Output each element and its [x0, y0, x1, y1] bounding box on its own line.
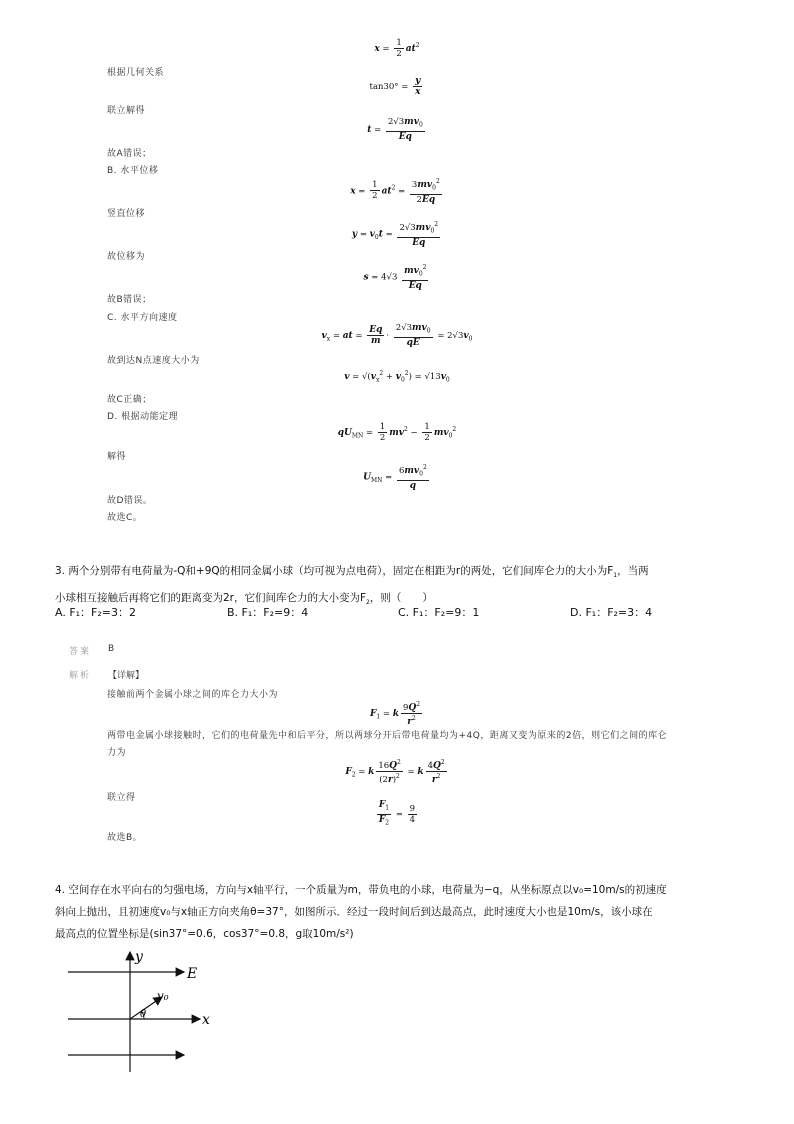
question-text-line1: 空间存在水平向右的匀强电场，方向与x轴平行，一个质量为m，带负电的小球，电荷量为−q，从坐标原点以v₀=10m/s的初速度 [68, 884, 667, 896]
question-text: ，当两 [617, 565, 649, 577]
analysis-line: 接触前两个金属小球之间的库仑力大小为 [107, 690, 279, 700]
solution-line: 联立解得 [107, 106, 146, 116]
solution-line: 根据几何关系 [107, 68, 165, 78]
equation: $F_2 = k$ $\frac{16Q^2}{(2r)^2}$ = k $\frac{4Q^2}{r^2}$ [345, 759, 445, 785]
question-number: 4. [55, 884, 66, 896]
analysis-label: 解析 [69, 671, 92, 681]
v0-label: v₀ [157, 989, 169, 1003]
electric-field-diagram [50, 948, 230, 1078]
equation: $y = v_0t$ = $\frac{2√3mv_0^2}{Eq}$ [351, 221, 439, 248]
question-3: 3. 两个分别带有电荷量为-Q和+9Q的相同金属小球（均可视为点电荷），固定在相距为r的两处，它们间库仑力的大小为$F_1$，当两 小球相互接触后再将它们的距离变为2r，它们间库仑力的大小变为$F_2$，则（ ） [55, 565, 649, 607]
solution-line: 故D错误。 [107, 496, 153, 506]
solution-line: 故到达N点速度大小为 [107, 356, 200, 366]
question-text-line2: 小球相互接触后再将它们的距离变为2r，它们间库仑力的大小变为F [55, 592, 367, 605]
equation: $qU_{MN}$ = $\frac{1}{2}$ $mv^2$ − $\frac{1}{2}$ $mv_0^2$ [337, 422, 457, 443]
question-number: 3. [55, 565, 66, 577]
solution-line: D. 根据动能定理 [107, 412, 179, 422]
solution-line: 故A错误； [107, 149, 152, 159]
theta-label: θ [140, 1009, 147, 1020]
option-a[interactable]: A. F₁：F₂=3：2 [55, 606, 137, 619]
solution-line: 故B错误； [107, 295, 152, 305]
solution-line: 竖直位移 [107, 209, 146, 219]
x-label: x [202, 1012, 210, 1028]
equation: t = $\frac{2√3mv_0}{Eq}$ [367, 117, 423, 142]
analysis-line: 力为 [107, 748, 127, 758]
equation: $v = √(v_x^2 + v_0^2) = √13v_0$ [344, 370, 450, 384]
y-label: y [135, 949, 143, 965]
solution-line: 故选C。 [107, 513, 143, 523]
equation: x = $\frac{1}{2}$ $at^2$ [374, 38, 420, 59]
analysis-line: 故选B。 [107, 833, 143, 843]
solution-line: B. 水平位移 [107, 166, 159, 176]
question-4 [55, 879, 755, 945]
question-text-line3: 最高点的位置坐标是(sin37°=0.6，cos37°=0.8，g取10m/s²) [55, 928, 354, 940]
solution-line: 解得 [107, 452, 127, 462]
option-c[interactable]: C. F₁：F₂=9：1 [398, 606, 480, 619]
question-text-line2: 斜向上抛出，且初速度v₀与x轴正方向夹角θ=37°，如图所示．经过一段时间后到达最高点，此时速度大小也是10m/s，该小球在 [55, 906, 653, 918]
analysis-line: 两带电金属小球接触时，它们的电荷量先中和后平分，所以两球分开后带电荷量均为+4Q，距离又变为原来的2倍，则它们之间的库仑 [107, 731, 668, 741]
question-text: ，则（ ） [369, 592, 433, 605]
solution-line: C. 水平方向速度 [107, 313, 178, 323]
question-text-line1: 两个分别带有电荷量为-Q和+9Q的相同金属小球（均可视为点电荷），固定在相距为r的两处，它们间库仑力的大小为F [68, 565, 614, 577]
equation: $U_{MN}$ = $\frac{6mv_0^2}{q}$ [363, 464, 427, 491]
equation: $F_1 = k$ $\frac{9Q^2}{r^2}$ [369, 701, 421, 727]
detail-tag: 【详解】 [108, 671, 145, 681]
equation: s = 4√3 $\frac{mv_0^2}{Eq}$ [363, 264, 427, 291]
equation: tan30° = $\frac{y}{x}$ [369, 76, 421, 97]
answer-label: 答案 [69, 647, 92, 657]
equation: $v_x$ = at = $\frac{Eq}{m}$ · $\frac{2√3mv_0}{qE}$ = $2√3v_0$ [321, 323, 473, 348]
option-d[interactable]: D. F₁：F₂=3：4 [570, 606, 653, 619]
answer-value: B [108, 644, 115, 654]
analysis-line: 联立得 [107, 793, 136, 803]
e-label: E [187, 966, 198, 982]
solution-line: 故位移为 [107, 252, 146, 262]
equation: $\frac{F_1}{F_2}$ = $\frac{9}{4}$ [378, 800, 416, 827]
option-b[interactable]: B. F₁：F₂=9：4 [227, 606, 309, 619]
equation: x = $\frac{1}{2}$ $at^2$ = $\frac{3mv_0^2}{2Eq}$ [350, 178, 440, 205]
solution-line: 故C正确； [107, 395, 152, 405]
